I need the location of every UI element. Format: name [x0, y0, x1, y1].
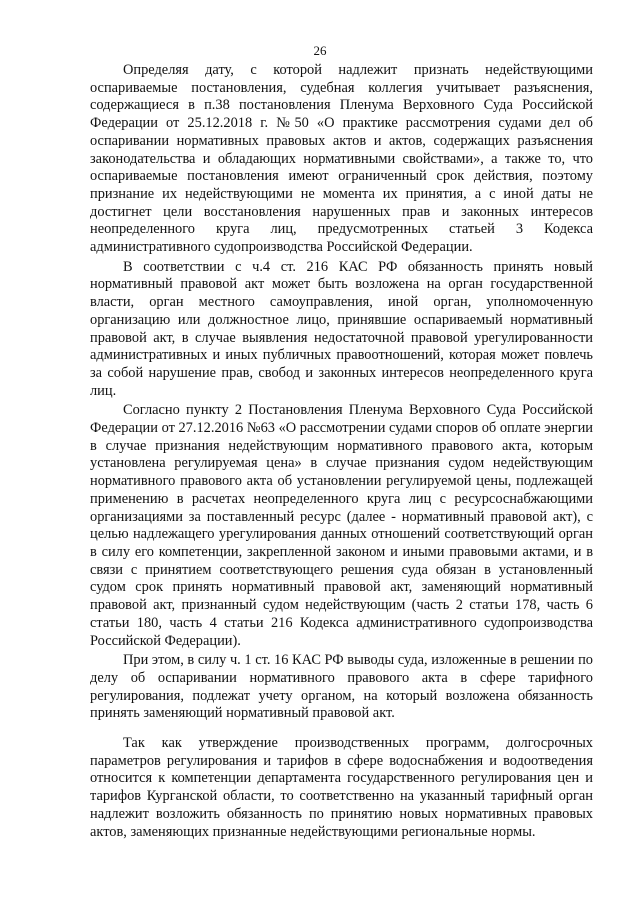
document-body: [90, 62, 593, 841]
paragraph-new-act-obligation: В соответствии с ч.4 ст. 216 КАС РФ обязанность принять новый нормативный правовой акт может быть возложена на орган государственной власти, орган местного самоуправления, иной орган, уполномоченную организацию или должностное лицо, принявшие оспариваемый нормативный правовой акт, в случае выявления недостаточной правовой урегулированности административных и иных публичных правоотношений, которая может повлечь за собой нарушение прав, свобод и законных интересов неопределенного круга лиц.: [90, 258, 593, 399]
paragraph-tariff-authority: Так как утверждение производственных программ, долгосрочных параметров регулирования и тарифов в сфере водоснабжения и водоотведения относится к компетенции департамента государственного регулирования цен и тарифов Курганской области, то соответственно на указанный тарифный орган надлежит возложить обязанность по принятию новых нормативных правовых актов, заменяющих признанные недействующими региональные нормы.: [90, 735, 593, 840]
paragraph-court-conclusions: При этом, в силу ч. 1 ст. 16 КАС РФ выводы суда, изложенные в решении по делу об оспаривании нормативного правового акта в сфере тарифного регулирования, подлежат учету органом, на который возложена обязанность принять заменяющий нормативный правовой акт.: [90, 652, 593, 722]
page-number: 26: [313, 43, 327, 58]
paragraph-plenum-resolution: Согласно пункту 2 Постановления Пленума Верховного Суда Российской Федерации от 27.12.2016 №63 «О рассмотрении судами споров об оплате энергии в случае признания недействующим нормативного правового акта, которым установлена регулируемая цена» в случае признания судом недействующим нормативного правового акта об установлении регулируемой цены, подлежащей применению в расчетах неопределенного круга лиц с ресурсоснабжающими организациями за поставленный ресурс (далее - нормативный правовой акт), с целью надлежащего урегулирования данных отношений соответствующий орган в силу его компетенции, закрепленной законом и иными правовыми актами, и в связи с принятием соответствующего решения суда обязан в установленный судом срок принять нормативный правовой акт, заменяющий нормативный правовой акт, признанный судом недействующим (часть 2 статьи 178, часть 6 статьи 180, часть 4 статьи 216 Кодекса административного судопроизводства Российской Федерации).: [90, 402, 593, 649]
paragraph-effective-date: Определяя дату, с которой надлежит признать недействующими оспариваемые постановления, судебная коллегия учитывает разъяснения, содержащиеся в п.38 постановления Пленума Верховного Суда Российской Федерации от 25.12.2018 г. №50 «О практике рассмотрения судами дел об оспаривании нормативных правовых актов и актов, содержащих разъяснения законодательства и обладающих нормативными свойствами», а также то, что оспариваемые постановления имеют ограниченный срок действия, поэтому признание их недействующими не момента их принятия, а с иной даты не достигнет цели восстановления нарушенных прав и законных интересов неопределенного круга лиц, предусмотренных статьей 3 Кодекса административного судопроизводства Российской Федерации.: [90, 62, 593, 256]
